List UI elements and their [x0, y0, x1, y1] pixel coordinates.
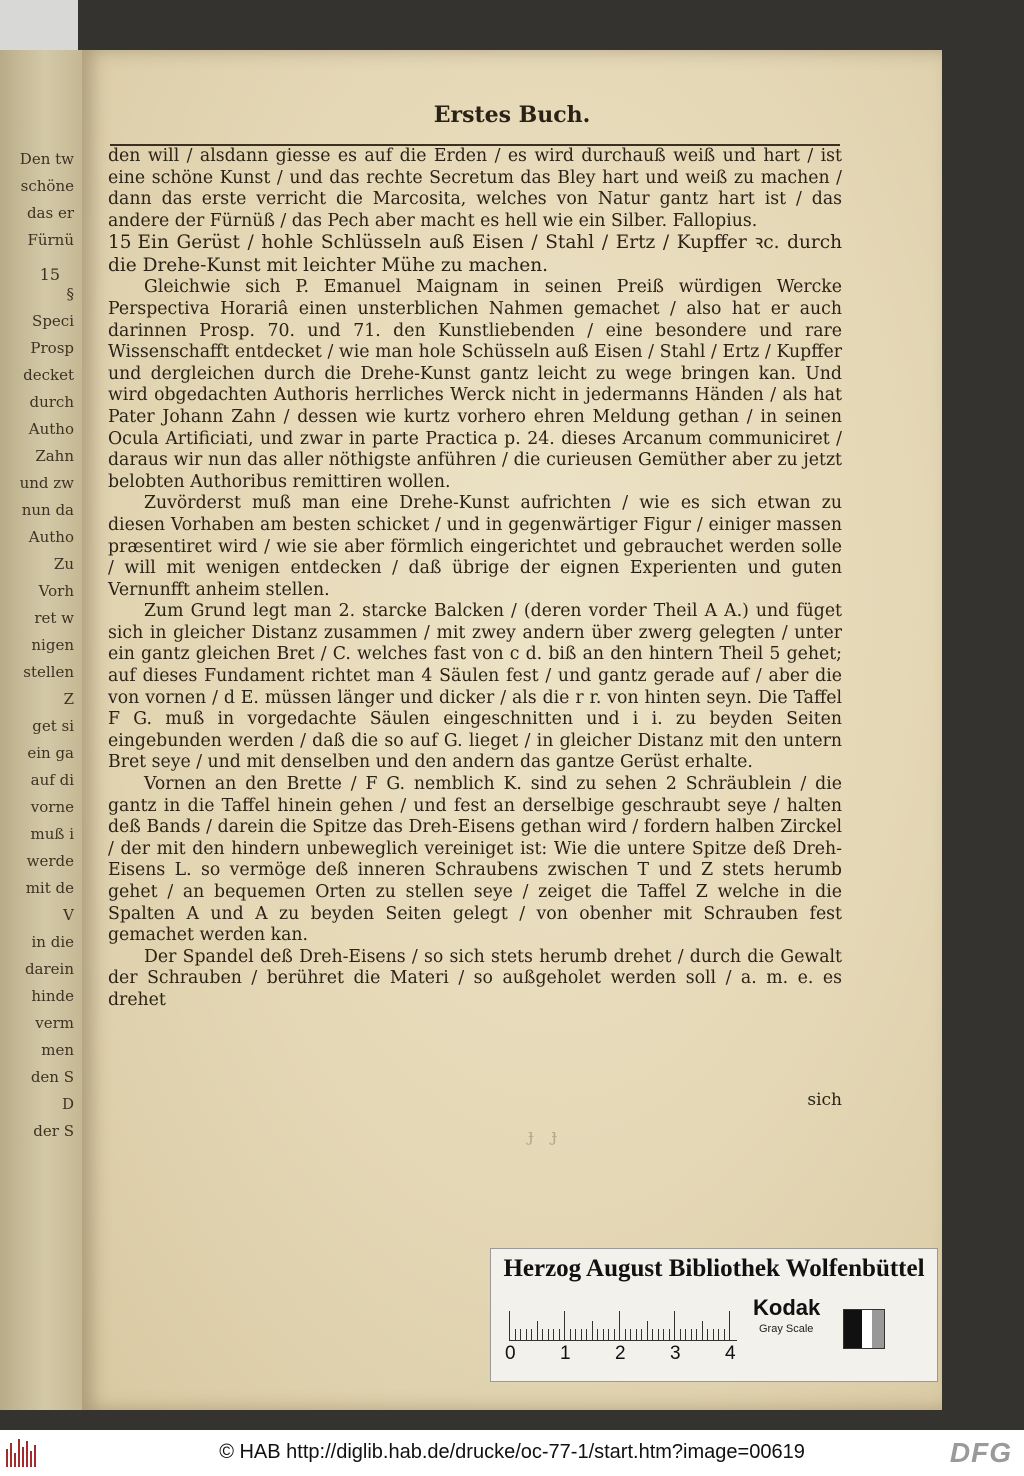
ruler-tick [652, 1329, 653, 1341]
ruler-number: 1 [560, 1343, 571, 1364]
ruler-tick [702, 1321, 703, 1341]
left-page-fragment: verm [35, 1014, 74, 1032]
left-page-fragment: der S [33, 1122, 74, 1140]
gray-scale-swatch [843, 1309, 885, 1349]
ruler-tick [630, 1329, 631, 1341]
left-page-fragment: decket [23, 366, 74, 384]
left-page-fragment: get si [32, 717, 74, 735]
left-page-fragment: Zu [53, 555, 74, 573]
library-name: Herzog August Bibliothek Wolfenbüttel [503, 1255, 925, 1282]
left-page-fragment: Vorh [38, 582, 74, 600]
left-page-fragment: Autho [28, 420, 74, 438]
left-page-fragment: stellen [23, 663, 74, 681]
left-page-fragment: muß i [30, 825, 74, 843]
left-page-fragment: hinde [31, 987, 74, 1005]
left-page-fragment: schöne [20, 177, 74, 195]
ruler-tick [729, 1311, 730, 1341]
ruler-number: 0 [505, 1343, 516, 1364]
ruler-tick [542, 1329, 543, 1341]
left-page-fragment: men [41, 1041, 74, 1059]
ruler-tick [619, 1311, 620, 1341]
left-page-fragment: vorne [30, 798, 74, 816]
paragraph: Der Spandel deß Dreh-Eisens / so sich stets herumb drehet / durch die Gewalt der Schrauben / berühret die Materi / so außgeholet werden soll / a. m. e. es drehet [108, 946, 842, 1010]
ruler-tick [663, 1329, 664, 1341]
left-page-fragment: Autho [28, 528, 74, 546]
left-page-fragment: nun da [21, 501, 74, 519]
ruler-tick [680, 1329, 681, 1341]
paragraph: Vornen an den Brette / F G. nemblich K. sind zu sehen 2 Schräublein / die gantz in die Taffel hinein gehen / und fest an derselbige geschraubt seye / halten deß Bands / darein die Spitze das Dreh-Eisens gethan wird / fordern halben Zirckel / der mit den hindern unbeweglich vereiniget ist: Wie die untere Spitze deß Dreh-Eisens L. so vermöge deß inneren Schraubens zwischen T und Z stets herumb gehet / an bequemen Orten zu stellen seye / zeiget die Taffel Z welche in die Spalten A und A zu beyden Seiten gelegt / von obenher mit Schrauben fest gemachet werden kan. [108, 774, 842, 946]
paragraph: Gleichwie sich P. Emanuel Maignam in seinen Preiß würdigen Wercke Perspectiva Horariâ einen unsterblichen Nahmen gemachet / also hat er auch darinnen Prosp. 70. und 71. den Kunstliebenden / eine besondere und rare Wissenschafft entdecket / wie man hole Schüsseln auß Eisen / Stahl / Ertz / Kupffer und dergleichen durch die Drehe-Kunst gantz leicht zu wege bringen kan. Und wird obgedachten Authoris herrliches Werck nicht in jedermanns Händen / als hat Pater Johann Zahn / dessen wie kurtz vorhero ehren Meldung gethan / in seinen Ocula Artificiati, und zwar in parte Practica p. 24. dieses Arcanum communiciret / daraus wir nun das aller nöthigste anführen / die curieusen Gemüther aber zu jetzt belobten Authoribus remittiren wollen. [108, 277, 842, 492]
left-page-fragment: Fürnü [27, 231, 74, 249]
ruler-tick [548, 1329, 549, 1341]
left-page-fragment: Zahn [35, 447, 74, 465]
gray-scale-label: Gray Scale [759, 1323, 814, 1335]
paragraph: Zuvörderst muß man eine Drehe-Kunst aufrichten / wie es sich etwan zu diesen Vorhaben am besten schicket / und in gegenwärtiger Figur / einiger massen præsentiret wird / wie sie aber förmlich eingerichtet und gebrauchet werden solle / will mit wenigen entdecken / daß übrige der eignen Experienten und guten Vernunfft anheim stellen. [108, 493, 842, 600]
left-page-fragment: in die [31, 933, 74, 951]
book-page [82, 50, 942, 1410]
footer-bar [0, 1430, 1024, 1476]
ruler-tick [581, 1329, 582, 1341]
ruler-number: 4 [725, 1343, 736, 1364]
ruler-tick [520, 1329, 521, 1341]
ruler-tick [669, 1329, 670, 1341]
ruler-tick [641, 1329, 642, 1341]
library-color-target [490, 1248, 938, 1382]
left-page-fragment: Prosp [30, 339, 74, 357]
ruler-tick [592, 1321, 593, 1341]
ruler-tick [553, 1329, 554, 1341]
left-page-fragment: nigen [31, 636, 74, 654]
ruler-tick [685, 1329, 686, 1341]
ruler-tick [597, 1329, 598, 1341]
left-page-fragment: auf di [30, 771, 74, 789]
running-header: Erstes Buch. [433, 102, 591, 128]
ruler-tick [674, 1311, 675, 1341]
body-text [108, 146, 842, 1012]
section-heading-text: Ein Gerüst / hohle Schlüsseln auß Eisen / Stahl / Ertz / Kupffer ꝛc. durch die Drehe-Kunst mit leichter Mühe zu machen. [108, 232, 842, 276]
left-page-fragment: § [66, 285, 74, 303]
left-page-fragment: darein [24, 960, 74, 978]
ruler-tick [531, 1329, 532, 1341]
ruler-tick [636, 1329, 637, 1341]
ruler-tick [509, 1311, 510, 1341]
image-source-link[interactable]: © HAB http://diglib.hab.de/drucke/oc-77-1/start.htm?image=00619 [219, 1441, 805, 1463]
left-page-fragment: werde [26, 852, 74, 870]
ruler-tick [691, 1329, 692, 1341]
ruler-number: 2 [615, 1343, 626, 1364]
left-page-fragment: das er [26, 204, 74, 222]
ruler-tick [647, 1321, 648, 1341]
catchword: sich [807, 1090, 842, 1110]
ruler-tick [608, 1329, 609, 1341]
dfg-logo: DFG [949, 1437, 1012, 1468]
ruler-tick [586, 1329, 587, 1341]
left-page-fragment: Z [63, 690, 74, 708]
left-page-number: 15 [39, 265, 60, 284]
ruler-tick [526, 1329, 527, 1341]
left-page-edge [0, 50, 82, 1410]
ruler-tick [515, 1329, 516, 1341]
ruler-tick [724, 1329, 725, 1341]
ruler-tick [570, 1329, 571, 1341]
bleed-through-marks: ɟ ɟ [528, 1125, 564, 1146]
left-page-fragment: mit de [25, 879, 74, 897]
ruler-tick [564, 1311, 565, 1341]
left-page-fragment: Speci [32, 312, 74, 330]
left-page-fragment: ein ga [27, 744, 74, 762]
left-page-fragment: durch [29, 393, 74, 411]
section-heading [108, 232, 842, 277]
paragraph: Zum Grund legt man 2. starcke Balcken / (deren vorder Theil A A.) und füget sich in gleicher Distanz zusammen / mit zwey andern über zwerg gelegten / unter ein gantz gleichen Bret / C. welches fast von c d. biß an den hintern Theil 5 gehet; auf dieses Fundament richtet man 4 Säulen fest / und gantz gerade auf / aber die von vornen / d E. müssen länger und dicker / als die r r. von hinten seyn. Die Taffel F G. muß in vorgedachte Säulen eingeschnitten und i i. zu beyden Seiten eingebunden werden / daß die so auf G. lieget / in gleicher Distanz mit den untern Bret seye / und mit denselben und den andern das gantze Gerüst erhalte. [108, 601, 842, 773]
ruler-tick [713, 1329, 714, 1341]
ruler-tick [718, 1329, 719, 1341]
left-page-fragment: Den tw [19, 150, 74, 168]
ruler-tick [707, 1329, 708, 1341]
ruler-tick [625, 1329, 626, 1341]
kodak-logo: Kodak [753, 1295, 821, 1320]
left-page-fragment: D [61, 1095, 74, 1113]
ruler-tick [658, 1329, 659, 1341]
ruler-tick [559, 1329, 560, 1341]
left-page-fragment: V [63, 906, 74, 924]
ruler-tick [603, 1329, 604, 1341]
left-page-fragment: ret w [34, 609, 74, 627]
left-page-fragment: und zw [19, 474, 74, 492]
intro-paragraph: den will / alsdann giesse es auf die Erden / es wird durchauß weiß und hart / ist eine schöne Kunst / und das rechte Secretum das Bley hart und weiß zu machen / dann das erste verricht die Marcosita, welches von Natur gantz hart ist / das andere der Fürnüß / das Pech aber macht es hell wie ein Silber. Fallopius. [108, 146, 842, 231]
section-number: 15 [108, 232, 132, 254]
ruler-number: 3 [670, 1343, 681, 1364]
ruler-tick [614, 1329, 615, 1341]
ruler-tick [537, 1321, 538, 1341]
left-page-fragment: den S [30, 1068, 74, 1086]
ruler-tick [575, 1329, 576, 1341]
scale-ruler [509, 1299, 737, 1341]
ruler-tick [696, 1329, 697, 1341]
